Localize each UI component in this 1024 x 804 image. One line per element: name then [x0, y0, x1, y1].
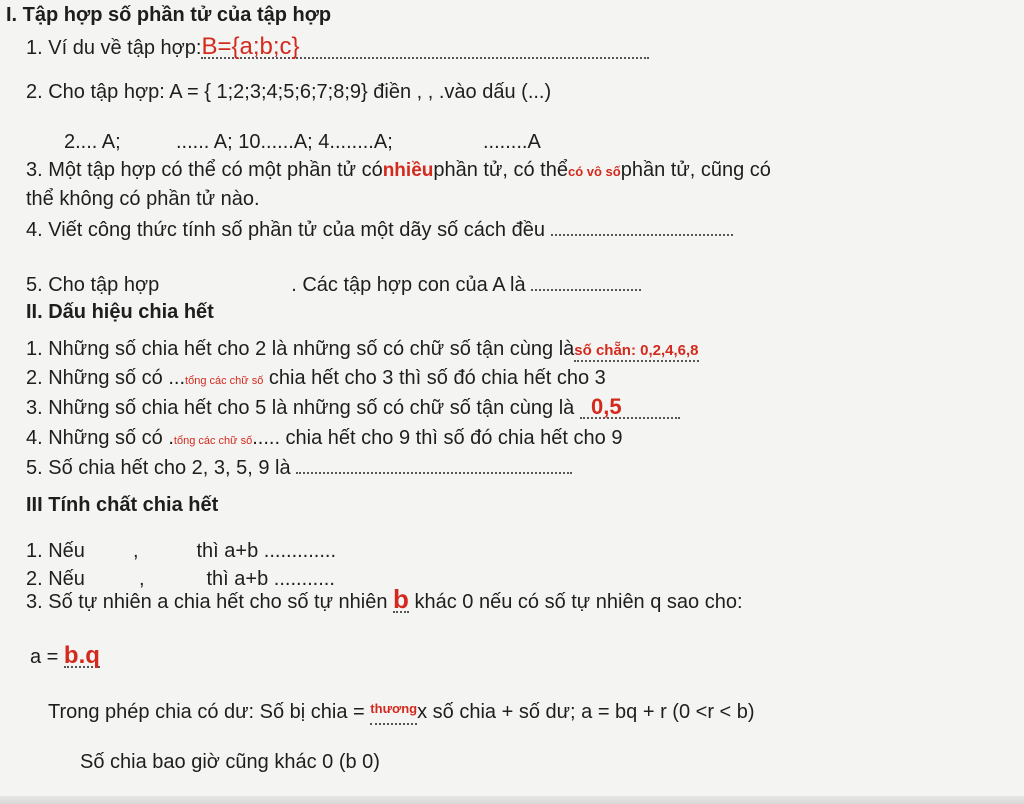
s3-formula-blank[interactable]: [63, 642, 100, 669]
s3-q1-comma: ,: [132, 540, 139, 562]
s2-q3-answer: 0,5: [590, 394, 622, 419]
s3-q2-comma: ,: [138, 568, 145, 590]
s3-q1: [26, 538, 336, 564]
s3-q1-tail[interactable]: .............: [263, 540, 337, 562]
s3-q3-fill: b: [393, 584, 409, 614]
s3-q3-part2: khác 0 nếu có số tự nhiên q sao cho:: [408, 591, 743, 613]
s2-q2-part2: chia hết cho 3 thì số đó chia hết cho 3: [263, 367, 606, 389]
s1-q3: [26, 157, 771, 185]
s2-q5-text: 5. Số chia hết cho 2, 3, 5, 9 là: [26, 457, 291, 479]
s3-remainder-blank[interactable]: [370, 703, 417, 725]
s1-q2-item-b: ...... A; 10......A; 4........A;: [176, 131, 393, 153]
page-bottom-edge: [0, 796, 1024, 804]
s2-q5: [26, 455, 572, 481]
s2-q1-blank[interactable]: [574, 340, 698, 362]
s3-q2-label: 2. Nếu: [26, 568, 85, 590]
s3-q1-label: 1. Nếu: [26, 540, 85, 562]
s2-q3: [26, 395, 680, 421]
s1-q5: [26, 272, 641, 298]
s2-q1-answer: số chẵn: 0,2,4,6,8: [574, 342, 699, 359]
s2-q2-fill[interactable]: tổng các chữ số: [185, 375, 264, 387]
s3-note: Số chia bao giờ cũng khác 0 (b 0): [80, 751, 380, 773]
s3-q1-then: thì a+b: [196, 540, 259, 562]
s1-q4: [26, 217, 733, 243]
s1-q4-text: 4. Viết công thức tính số phần tử của một dãy số cách đều: [26, 219, 545, 241]
s1-q3-line2: thể không có phần tử nào.: [26, 188, 260, 210]
s1-q1-blank[interactable]: [201, 33, 649, 60]
s2-q1-text: 1. Những số chia hết cho 2 là những số có chữ số tận cùng là: [26, 338, 575, 360]
s3-q3-blank[interactable]: [393, 584, 409, 614]
s2-q1: [26, 336, 699, 362]
s1-q1-answer: B={a;b;c}: [201, 33, 300, 60]
s3-formula-lhs: a =: [30, 646, 59, 668]
s2-q2-part1: 2. Những số có ...: [26, 367, 186, 389]
s1-q5-part1: 5. Cho tập hợp: [26, 274, 160, 296]
s1-q1-text: 1. Ví du về tập hợp:: [26, 37, 202, 59]
s2-q4: [26, 425, 622, 454]
s1-q4-blank[interactable]: [551, 218, 733, 236]
s2-q2: [26, 365, 606, 394]
s2-q4-part1: 4. Những số có .: [26, 427, 174, 449]
s1-q5-part2: . Các tập hợp con của A là: [291, 274, 526, 296]
s3-remainder: [48, 699, 755, 725]
s1-q1: [26, 35, 649, 61]
s1-q2-item-c: ........A: [483, 131, 541, 153]
s2-q5-blank[interactable]: [296, 456, 572, 474]
s2-q4-part2: ..... chia hết cho 9 thì số đó chia hết cho 9: [252, 427, 623, 449]
s1-q3-part2: phần tử, có thể: [433, 159, 568, 181]
s2-q4-fill[interactable]: tổng các chữ số: [173, 435, 253, 447]
s3-q3: [26, 584, 743, 615]
s3-formula: [30, 644, 100, 670]
s3-remainder-part2: x số chia + số dư; a = bq + r (0 <r < b): [417, 701, 755, 723]
s1-q3-part3: phần tử, cũng có: [620, 159, 771, 181]
s3-remainder-part1: Trong phép chia có dư: Số bị chia =: [48, 701, 365, 723]
s1-q3-fill2[interactable]: có vô số: [567, 164, 621, 179]
s3-q2-then: thì a+b: [206, 568, 269, 590]
s1-q2-item-a: 2.... A;: [64, 131, 121, 153]
s1-q3-part1: 3. Một tập hợp có thể có một phần tử có: [26, 159, 383, 181]
s2-q3-blank[interactable]: [580, 394, 680, 419]
section2-heading: II. Dấu hiệu chia hết: [26, 301, 214, 323]
s3-formula-answer: b.q: [63, 642, 100, 669]
s1-q5-blank[interactable]: [531, 273, 641, 291]
s1-q2: 2. Cho tập hợp: A = { 1;2;3;4;5;6;7;8;9} điền , , .vào dấu (...): [26, 81, 552, 103]
section1-heading: I. Tập hợp số phần tử của tập hợp: [6, 4, 332, 26]
s3-q3-part1: 3. Số tự nhiên a chia hết cho số tự nhiên: [26, 591, 388, 613]
s3-q2-tail[interactable]: ...........: [273, 568, 335, 590]
section3-heading: III Tính chất chia hết: [26, 494, 219, 516]
s2-q3-text: 3. Những số chia hết cho 5 là những số có chữ số tận cùng là: [26, 397, 575, 419]
s1-q3-fill1[interactable]: nhiều: [382, 160, 434, 181]
s3-remainder-fill: thương: [370, 701, 418, 716]
